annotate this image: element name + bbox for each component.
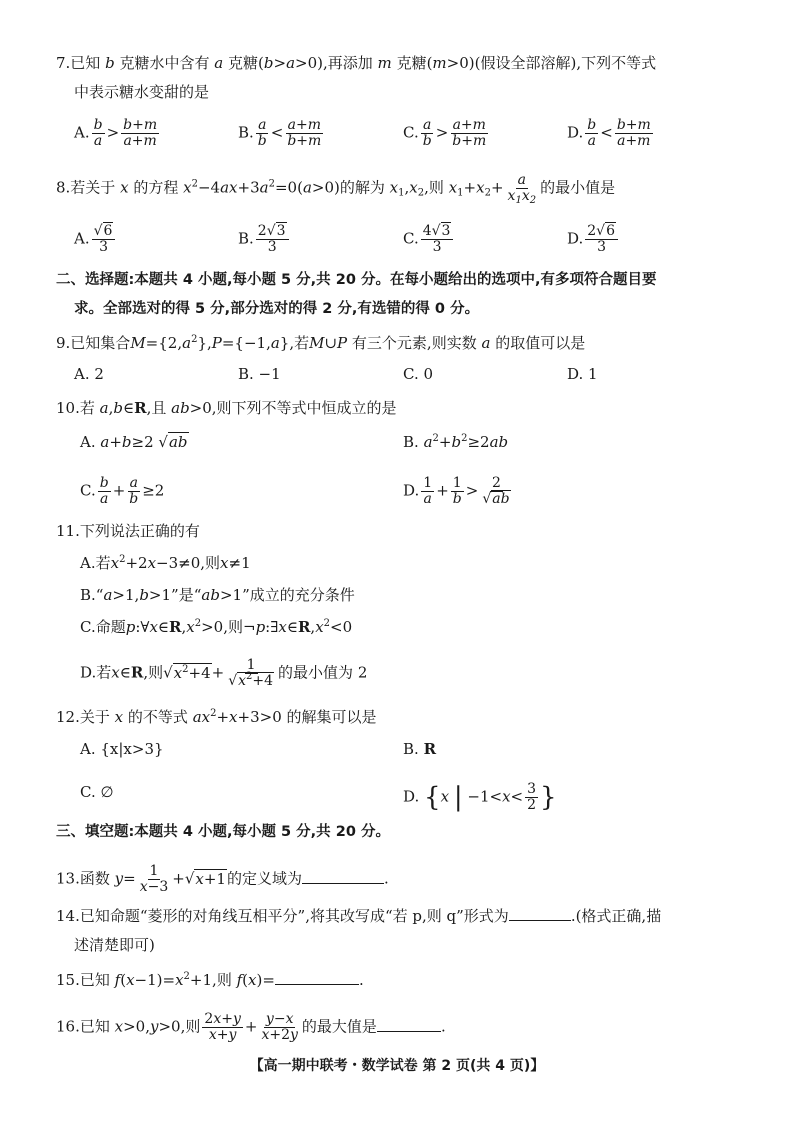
q10-option-c[interactable]: C. $\frac{b}{a}$ + $\frac{a}{b}$ ≥2 bbox=[80, 475, 165, 507]
q16-answer-blank[interactable] bbox=[377, 1031, 441, 1032]
section2-heading: 二、选择题:本题共 4 小题,每小题 5 分,共 20 分。在每小题给出的选项中,有多项符合题目要 bbox=[56, 272, 657, 288]
q15-stem: 15.已知 $f(x-1)=x^2+1$,则 f(x)= . bbox=[56, 971, 364, 989]
q8-option-a[interactable]: A. $\frac{√6}{3}$ bbox=[74, 224, 117, 255]
q9-option-c[interactable]: C. 0 bbox=[403, 365, 434, 383]
q12-option-b[interactable]: B. R bbox=[403, 740, 437, 758]
page-footer: 【高一期中联考・数学试卷 第 2 页(共 4 页)】 bbox=[249, 1058, 545, 1074]
q14-stem: 14.已知命题“菱形的对角线互相平分”,将其改写成“若 p,则 q”形式为 .(格式正确,描 bbox=[56, 907, 662, 925]
q7-stem: 7.已知 b 克糖水中含有 a 克糖(b>a>0),再添加 m 克糖(m>0)(假设全部溶解),下列不等式 bbox=[56, 54, 657, 72]
q14-stem-line2: 述清楚即可) bbox=[74, 936, 155, 954]
q11-option-c[interactable]: C.命题$p:\forall x\in R,x^2>0$,则$\neg p:\exists x\in R,x^2<0$ bbox=[80, 618, 353, 636]
q9-option-b[interactable]: B. −1 bbox=[238, 365, 281, 383]
q7-option-c[interactable]: C. $\frac{a}{b}$ > $\frac{a+m}{b+m}$ bbox=[403, 117, 487, 149]
q8-option-c[interactable]: C. $\frac{4√3}{3}$ bbox=[403, 224, 455, 255]
q12-option-d[interactable]: D. {x | −1<x< $\frac{3}{2}$ } bbox=[403, 781, 557, 813]
q10-stem: 10.若 a,b∈R,且 ab>0,则下列不等式中恒成立的是 bbox=[56, 399, 397, 417]
q13-stem: 13.函数 y= $\frac{1}{x-3}$ +√x+1的定义域为 . bbox=[56, 863, 389, 895]
q9-stem: 9.已知集合$M=\{2,a^2\},P=\{-1,a\}$,若M∪P 有三个元素,则实数 a 的取值可以是 bbox=[56, 334, 586, 352]
q10-option-a[interactable]: A. a+b≥2 √ab bbox=[80, 433, 188, 451]
q14-answer-blank[interactable] bbox=[509, 920, 571, 921]
q11-stem: 11.下列说法正确的有 bbox=[56, 522, 200, 540]
q11-option-d[interactable]: D.若x∈R,则$√x^2+4+$ $\frac{1}{√x^2+4}$ 的最小值为 2 bbox=[80, 657, 368, 689]
q10-option-d[interactable]: D. $\frac{1}{a}$ + $\frac{1}{b}$ > $\frac{2}{√ab}$ bbox=[403, 475, 510, 507]
q16-stem: 16.已知 x>0,y>0,则 $\frac{2x+y}{x+y}$ + $\frac{y-x}{x+2y}$ 的最大值是 . bbox=[56, 1011, 446, 1043]
q11-option-b[interactable]: B.“a>1,b>1”是“ab>1”成立的充分条件 bbox=[80, 586, 355, 604]
q7-option-d[interactable]: D. $\frac{b}{a}$ < $\frac{b+m}{a+m}$ bbox=[567, 117, 651, 149]
q10-option-b[interactable]: B. $a^2+b^2\ge 2ab$ bbox=[403, 433, 509, 451]
q7-option-b[interactable]: B. $\frac{a}{b}$ < $\frac{a+m}{b+m}$ bbox=[238, 117, 322, 149]
q9-option-d[interactable]: D. 1 bbox=[567, 365, 598, 383]
section3-heading: 三、填空题:本题共 4 小题,每小题 5 分,共 20 分。 bbox=[56, 824, 390, 840]
q7-stem-line2: 中表示糖水变甜的是 bbox=[74, 83, 210, 101]
q8-stem: 8.若关于 x 的方程 $x^2-4ax+3a^2=0(a>0)$的解为 $x_1,x_2$,则 $x_1+x_2+$ $\frac{a}{x_1x_2}$ 的最小值是 bbox=[56, 172, 616, 206]
q12-option-a[interactable]: A. {x|x>3} bbox=[80, 740, 164, 758]
q7-option-a[interactable]: A. $\frac{b}{a}$ > $\frac{b+m}{a+m}$ bbox=[74, 117, 158, 149]
q12-stem: 12.关于 x 的不等式 $ax^2+x+3>0$ 的解集可以是 bbox=[56, 708, 377, 726]
q9-option-a[interactable]: A. 2 bbox=[74, 365, 104, 383]
section2-heading-line2: 求。全部选对的得 5 分,部分选对的得 2 分,有选错的得 0 分。 bbox=[74, 301, 480, 317]
q8-option-d[interactable]: D. $\frac{2√6}{3}$ bbox=[567, 224, 620, 255]
q15-answer-blank[interactable] bbox=[275, 984, 359, 985]
q13-answer-blank[interactable] bbox=[302, 883, 384, 884]
q11-option-a[interactable]: A.若$x^2+2x-3\ne 0$,则x≠1 bbox=[80, 554, 251, 572]
q12-option-c[interactable]: C. ∅ bbox=[80, 783, 114, 801]
q8-option-b[interactable]: B. $\frac{2√3}{3}$ bbox=[238, 224, 291, 255]
